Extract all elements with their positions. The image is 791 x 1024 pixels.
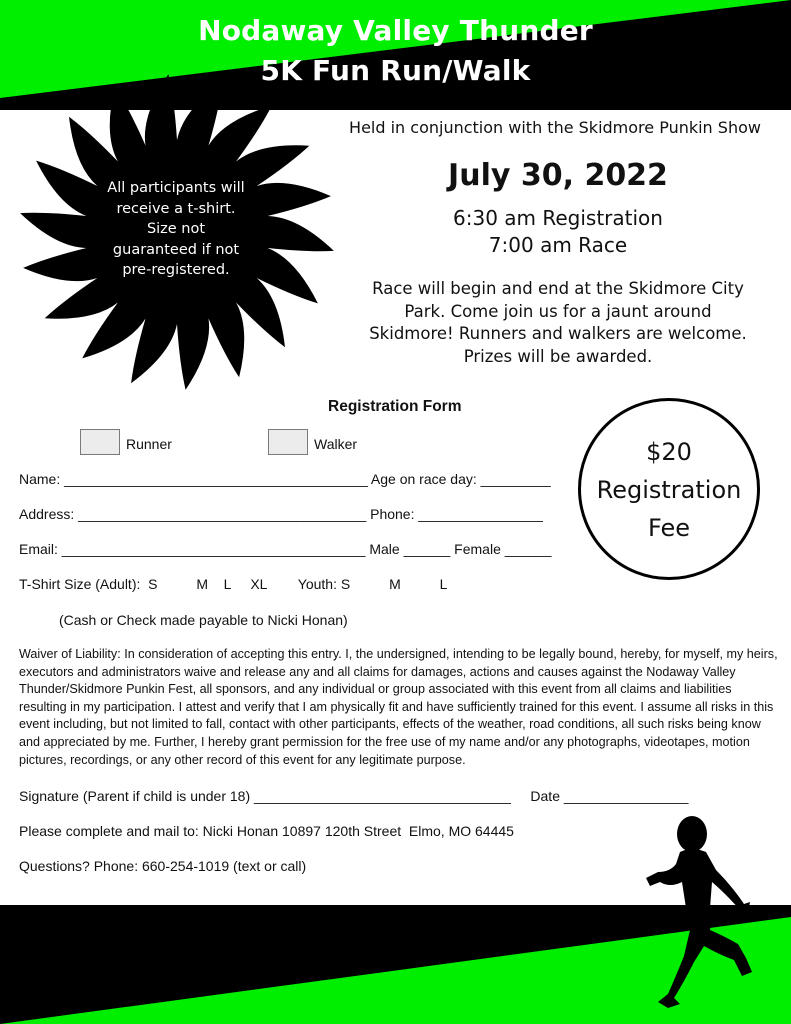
tshirt-notice-line: pre-registered. [122, 262, 230, 278]
waiver-of-liability: Waiver of Liability: In consideration of accepting this entry. I, the undersigned, intending to be legally bound, hereby, for myself, my heirs, executors and administrators waive and release any and all claims for damages, actions and causes against the Nodaway Valley Thunder/Skidmore Punkin Fest, all sponsors, and any individual or group associated with this event from all claims and liabilities resulting in my participation. I attest and verify that I am physically fit and have sufficiently trained for this event. I assume all risks in this event including, but not limited to fall, contact with other participants, effects of the weather, road conditions, all such risks being know and appreciated by me. Further, I hereby grant permission for the free use of my name and/or any photographs, videotapes, motion pictures, recordings, or any other record of this event for any legitimate purpose. [19, 647, 778, 767]
tshirt-size-options: T-Shirt Size (Adult): S M L XL Youth: S M L [19, 576, 448, 592]
description-line: Skidmore! Runners and walkers are welcome. [369, 324, 747, 343]
signature-date-field[interactable]: Signature (Parent if child is under 18) _________________________________ Date ________________ [19, 788, 689, 804]
tshirt-notice [96, 178, 256, 281]
header-title-line1: Nodaway Valley Thunder [198, 14, 593, 47]
name-age-field[interactable]: Name: _______________________________________ Age on race day: _________ [19, 471, 551, 487]
header-title-line2: 5K Fun Run/Walk [260, 54, 531, 87]
description-line: Race will begin and end at the Skidmore City [372, 279, 744, 298]
tshirt-notice-line: receive a t-shirt. [116, 200, 236, 217]
race-time: 7:00 am Race [488, 233, 628, 257]
description-line: Park. Come join us for a jaunt around [404, 301, 712, 321]
tshirt-notice-line: All participants will [107, 180, 245, 196]
address-phone-field[interactable]: Address: _____________________________________ Phone: ________________ [19, 506, 543, 522]
runner-checkbox[interactable] [80, 429, 120, 455]
fee-label-line2: Registration [596, 476, 742, 504]
runner-label: Runner [126, 436, 172, 452]
registration-time: 6:30 am Registration [453, 206, 663, 230]
payment-note: (Cash or Check made payable to Nicki Honan) [59, 612, 348, 628]
fee-label-line3: Fee [647, 514, 691, 542]
conjunction-text: Held in conjunction with the Skidmore Punkin Show [349, 118, 761, 137]
mail-address: Please complete and mail to: Nicki Honan 10897 120th Street Elmo, MO 64445 [19, 823, 514, 839]
event-date: July 30, 2022 [448, 158, 668, 193]
form-title: Registration Form [328, 398, 462, 415]
walker-label: Walker [314, 436, 358, 452]
email-gender-field[interactable]: Email: _______________________________________ Male ______ Female ______ [19, 541, 552, 557]
fee-amount: $20 [646, 438, 692, 466]
runner-silhouette-icon [640, 812, 758, 1014]
event-description [330, 278, 786, 368]
tshirt-notice-line: guaranteed if not [112, 241, 240, 258]
tshirt-notice-line: Size not [146, 221, 206, 237]
description-line: Prizes will be awarded. [463, 346, 653, 366]
walker-checkbox[interactable] [268, 429, 308, 455]
questions-phone: Questions? Phone: 660-254-1019 (text or call) [19, 858, 307, 874]
